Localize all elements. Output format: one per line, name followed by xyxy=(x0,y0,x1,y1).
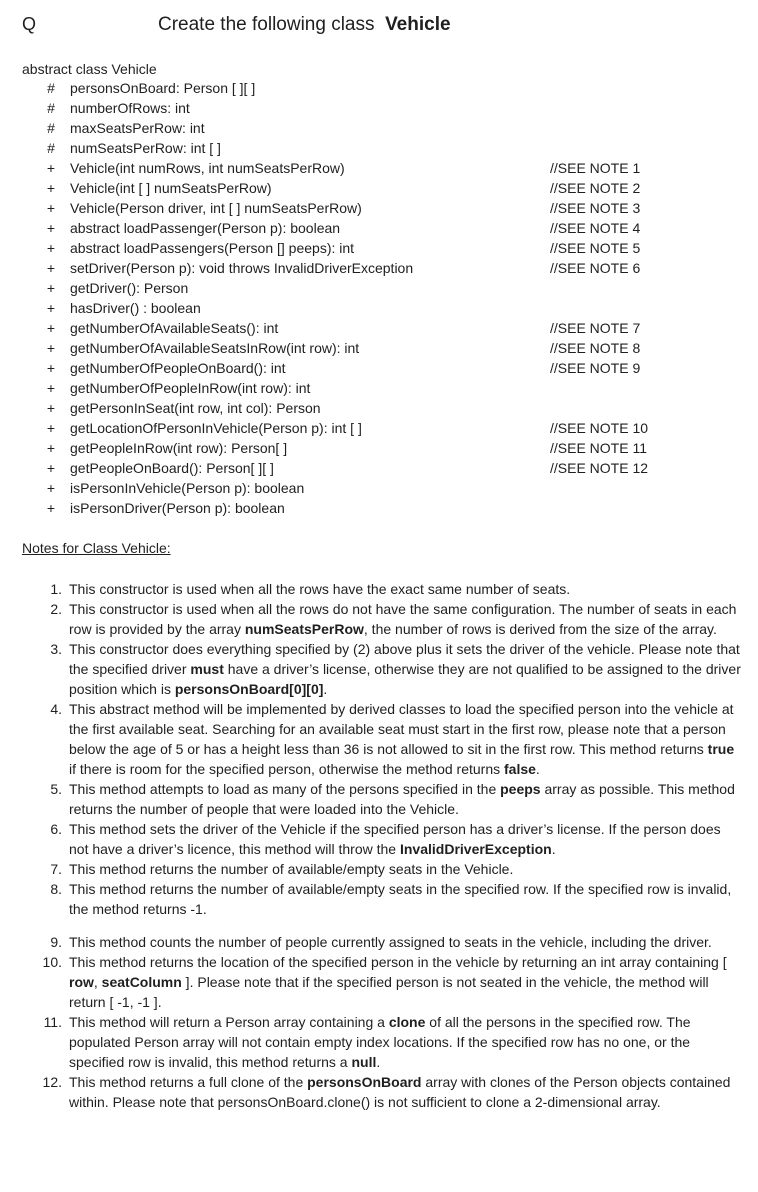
note-item xyxy=(22,779,742,819)
see-note-comment: //SEE NOTE 2 xyxy=(550,180,641,196)
member-signature: hasDriver() : boolean xyxy=(70,300,201,316)
visibility-symbol: + xyxy=(46,340,56,356)
note-item xyxy=(22,879,742,919)
see-note-comment: //SEE NOTE 12 xyxy=(550,460,649,476)
class-member-row xyxy=(0,158,758,178)
see-note-comment: //SEE NOTE 1 xyxy=(550,160,641,176)
note-bold-text: must xyxy=(190,661,224,677)
class-member-row xyxy=(0,378,758,398)
class-member-row xyxy=(0,258,758,278)
member-signature: abstract loadPassengers(Person [] peeps): int xyxy=(70,240,355,256)
class-member-row xyxy=(0,358,758,378)
note-bold-text: false xyxy=(504,761,536,777)
class-member-row xyxy=(0,78,758,98)
note-number: 11. xyxy=(43,1014,62,1030)
note-text: This constructor does everything specified by (2) above plus it sets the driver of the vehicle. Please note that the specified driver xyxy=(69,641,740,677)
note-bold-text: personsOnBoard xyxy=(307,1074,422,1090)
note-text: This method will return a Person array containing a xyxy=(69,1014,389,1030)
note-text: This method returns a full clone of the xyxy=(69,1074,308,1090)
class-member-row xyxy=(0,98,758,118)
member-signature: getNumberOfPeopleOnBoard(): int xyxy=(70,360,286,376)
see-note-comment: //SEE NOTE 6 xyxy=(550,260,641,276)
member-signature: getNumberOfPeopleInRow(int row): int xyxy=(70,380,311,396)
note-item xyxy=(22,1072,742,1112)
class-member-row xyxy=(0,478,758,498)
note-number: 7. xyxy=(50,861,62,877)
member-signature: getPeopleInRow(int row): Person[ ] xyxy=(70,440,288,456)
member-signature: Vehicle(int numRows, int numSeatsPerRow) xyxy=(70,160,345,176)
visibility-symbol: # xyxy=(47,120,55,136)
note-number: 5. xyxy=(50,781,62,797)
see-note-comment: //SEE NOTE 8 xyxy=(550,340,641,356)
question-label: Q xyxy=(22,14,37,34)
see-note-comment: //SEE NOTE 4 xyxy=(550,220,641,236)
note-text: . xyxy=(535,761,540,777)
see-note-comment: //SEE NOTE 3 xyxy=(550,200,641,216)
visibility-symbol: + xyxy=(46,380,56,396)
visibility-symbol: + xyxy=(46,300,56,316)
class-member-row xyxy=(0,498,758,518)
visibility-symbol: + xyxy=(46,360,56,376)
note-text: This abstract method will be implemented by derived classes to load the specified person into the vehicle at the first available seat. Searching for an available seat must start in the first row, please note that a person below the age of 5 or has a height less than 36 is not allowed to sit in the first row. This method returns xyxy=(69,701,734,757)
note-number: 1. xyxy=(50,581,62,597)
note-bold-text: seatColumn xyxy=(101,974,182,990)
member-signature: isPersonDriver(Person p): boolean xyxy=(70,500,285,516)
visibility-symbol: + xyxy=(46,200,56,216)
note-text: . xyxy=(551,841,556,857)
class-member-row xyxy=(0,418,758,438)
note-item xyxy=(22,599,742,639)
visibility-symbol: + xyxy=(46,440,56,456)
note-bold-text: row xyxy=(69,974,94,990)
member-signature: getDriver(): Person xyxy=(70,280,189,296)
note-item xyxy=(22,932,742,952)
visibility-symbol: + xyxy=(46,180,56,196)
note-text: This constructor is used when all the rows have the exact same number of seats. xyxy=(69,581,571,597)
note-text: This method sets the driver of the Vehicle if the specified person has a driver’s license. If the person does not have a driver’s licence, this method will throw the xyxy=(69,821,721,857)
note-item xyxy=(22,952,742,1012)
note-text: This method returns the number of available/empty seats in the Vehicle. xyxy=(69,861,514,877)
see-note-comment: //SEE NOTE 11 xyxy=(550,440,647,456)
note-number: 2. xyxy=(50,601,62,617)
see-note-comment: //SEE NOTE 9 xyxy=(550,360,641,376)
note-text: array with clones of the Person objects contained within. Please note that personsOnBoard.clone() is not sufficient to clone a 2-dimensional array. xyxy=(69,1074,731,1110)
member-signature: getNumberOfAvailableSeats(): int xyxy=(70,320,279,336)
spacer xyxy=(22,919,742,932)
member-signature: getNumberOfAvailableSeatsInRow(int row): int xyxy=(70,340,360,356)
member-signature: getLocationOfPersonInVehicle(Person p): int [ ] xyxy=(70,420,362,436)
visibility-symbol: + xyxy=(46,260,56,276)
note-item xyxy=(22,819,742,859)
note-number: 9. xyxy=(50,934,62,950)
note-item xyxy=(22,1012,742,1072)
visibility-symbol: + xyxy=(46,220,56,236)
member-signature: setDriver(Person p): void throws InvalidDriverException xyxy=(70,260,414,276)
class-member-row xyxy=(0,198,758,218)
class-member-row xyxy=(0,398,758,418)
note-text: , xyxy=(93,974,102,990)
note-number: 8. xyxy=(50,881,62,897)
title-class-name: Vehicle xyxy=(385,14,451,35)
class-member-row xyxy=(0,278,758,298)
class-member-row xyxy=(0,338,758,358)
note-text: . xyxy=(323,681,328,697)
note-bold-text: null xyxy=(351,1054,377,1070)
visibility-symbol: # xyxy=(47,80,55,96)
visibility-symbol: + xyxy=(46,400,56,416)
class-member-row xyxy=(0,218,758,238)
member-signature: Vehicle(int [ ] numSeatsPerRow) xyxy=(70,180,272,196)
note-bold-text: numSeatsPerRow xyxy=(244,621,364,637)
title-prefix: Create the following class xyxy=(158,14,375,35)
visibility-symbol: # xyxy=(47,140,55,156)
visibility-symbol: + xyxy=(46,240,56,256)
class-member-row xyxy=(0,458,758,478)
member-signature: abstract loadPassenger(Person p): boolean xyxy=(70,220,341,236)
member-signature: getPeopleOnBoard(): Person[ ][ ] xyxy=(70,460,274,476)
member-signature: Vehicle(Person driver, int [ ] numSeatsPerRow) xyxy=(70,200,362,216)
note-text: This method returns the location of the specified person in the vehicle by returning an int array containing [ xyxy=(69,954,727,970)
class-member-row xyxy=(0,118,758,138)
note-text: if there is room for the specified person, otherwise the method returns xyxy=(69,761,504,777)
page-title xyxy=(158,14,451,36)
member-signature: isPersonInVehicle(Person p): boolean xyxy=(70,480,305,496)
note-number: 12. xyxy=(42,1074,62,1090)
visibility-symbol: # xyxy=(47,100,55,116)
class-member-row xyxy=(0,438,758,458)
visibility-symbol: + xyxy=(46,500,56,516)
note-bold-text: InvalidDriverException xyxy=(399,841,552,857)
class-member-row xyxy=(0,298,758,318)
note-text: , the number of rows is derived from the size of the array. xyxy=(363,621,717,637)
note-number: 6. xyxy=(50,821,62,837)
visibility-symbol: + xyxy=(46,420,56,436)
class-declaration: abstract class Vehicle xyxy=(22,61,157,77)
note-bold-text: personsOnBoard[0][0] xyxy=(174,681,324,697)
notes-heading: Notes for Class Vehicle: xyxy=(22,540,171,556)
see-note-comment: //SEE NOTE 7 xyxy=(550,320,641,336)
member-signature: numberOfRows: int xyxy=(70,100,190,116)
note-text: This constructor is used when all the rows do not have the same configuration. The number of seats in each row is provided by the array xyxy=(69,601,737,637)
note-text: have a driver’s license, otherwise they are not qualified to be assigned to the driver position which is xyxy=(69,661,741,697)
note-item xyxy=(22,859,742,879)
visibility-symbol: + xyxy=(46,460,56,476)
note-number: 3. xyxy=(50,641,62,657)
note-text: array as possible. This method returns the number of people that were loaded into the Vehicle. xyxy=(69,781,735,817)
note-text: . xyxy=(376,1054,381,1070)
member-signature: personsOnBoard: Person [ ][ ] xyxy=(70,80,256,96)
note-item xyxy=(22,699,742,779)
visibility-symbol: + xyxy=(46,280,56,296)
note-text: This method attempts to load as many of the persons specified in the xyxy=(69,781,501,797)
note-bold-text: true xyxy=(707,741,735,757)
member-signature: numSeatsPerRow: int [ ] xyxy=(70,140,221,156)
notes-list xyxy=(22,579,742,1112)
note-number: 4. xyxy=(50,701,62,717)
class-member-row xyxy=(0,138,758,158)
note-item xyxy=(22,579,742,599)
visibility-symbol: + xyxy=(46,160,56,176)
note-text: This method returns the number of available/empty seats in the specified row. If the specified row is invalid, the method returns -1. xyxy=(69,881,732,917)
note-text: ]. Please note that if the specified person is not seated in the vehicle, the method will return [ -1, -1 ]. xyxy=(69,974,709,1010)
visibility-symbol: + xyxy=(46,480,56,496)
note-text: This method counts the number of people currently assigned to seats in the vehicle, including the driver. xyxy=(69,934,712,950)
note-bold-text: clone xyxy=(388,1014,426,1030)
class-member-row xyxy=(0,318,758,338)
class-member-row xyxy=(0,178,758,198)
note-number: 10. xyxy=(42,954,62,970)
note-item xyxy=(22,639,742,699)
see-note-comment: //SEE NOTE 10 xyxy=(550,420,649,436)
member-signature: maxSeatsPerRow: int xyxy=(70,120,205,136)
note-bold-text: peeps xyxy=(500,781,541,797)
member-signature: getPersonInSeat(int row, int col): Person xyxy=(70,400,321,416)
see-note-comment: //SEE NOTE 5 xyxy=(550,240,641,256)
visibility-symbol: + xyxy=(46,320,56,336)
note-text: of all the persons in the specified row. The populated Person array will not contain empty index locations. If the specified row has no one, or the specified row is invalid, this method returns a xyxy=(69,1014,691,1070)
class-member-row xyxy=(0,238,758,258)
